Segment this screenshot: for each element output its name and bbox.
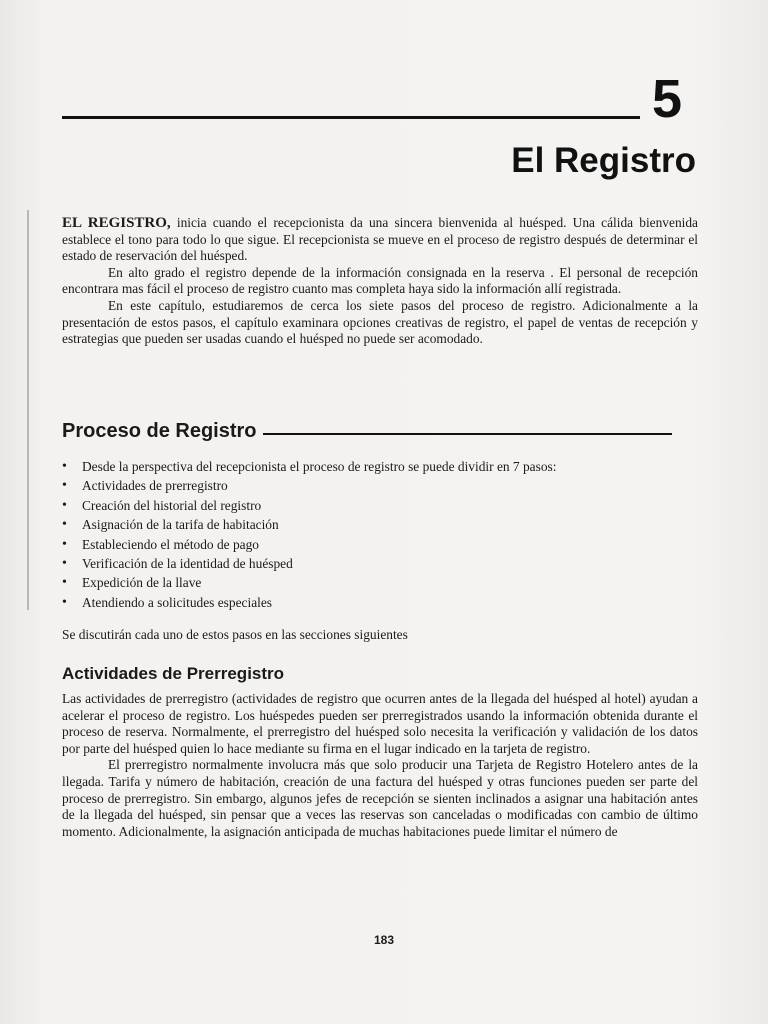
subsection-paragraph-2: El prerregistro normalmente involucra más que solo producir una Tarjeta de Registro Hotelero antes de la llegada. Tarifa y número de habitación, creación de una factura del huésped y otras funciones pueden ser parte del proceso de prerregistro. Sin embargo, algunos jefes de recepción se sienten inclinados a asignar una habitación antes de la llegada del huésped, sin pensar que a veces las reservas son canceladas o modificadas con cambio de último momento. Adicionalmente, la asignación anticipada de muchas habitaciones puede limitar el número de [62,757,698,839]
intro-text [62,215,698,348]
section-heading [62,420,672,443]
list-item: • Actividades de prerregistro [62,476,698,495]
subsection-heading: Actividades de Prerregistro [62,664,285,683]
list-item: • Expedición de la llave [62,573,698,592]
list-item: • Verificación de la identidad de huésped [62,554,698,573]
chapter-rule [62,116,640,119]
intro-lead: EL REGISTRO, [62,215,171,231]
intro-paragraph-2: En alto grado el registro depende de la información consignada en la reserva . El personal de recepción encontrara mas fácil el proceso de registro cuanto mas completa haya sido la información allí registrada. [62,264,698,297]
list-item: • Atendiendo a solicitudes especiales [62,593,698,612]
section-heading-rule [263,433,672,435]
subsection-text [62,691,698,840]
section-summary [62,627,698,644]
list-item: • Creación del historial del registro [62,496,698,515]
subsection-paragraph-1: Las actividades de prerregistro (actividades de registro que ocurren antes de la llegada del huésped al hotel) ayudan a acelerar el proceso de registro. Los huéspedes pueden ser prerregistrados usando la información obtenida durante el proceso de reserva. Normalmente, el prerregistro del huésped solo necesita la verificación y validación de los datos por parte del huésped quien lo hace mediante su firma en el lugar indicado en la tarjeta de registro. [62,691,698,756]
intro-paragraph-1 [62,215,698,265]
list-item: • Estableciendo el método de pago [62,535,698,554]
list-item: • Asignación de la tarifa de habitación [62,515,698,534]
chapter-number: 5 [652,69,683,129]
margin-bar [27,210,29,610]
intro-paragraph-3: En este capítulo, estudiaremos de cerca los siete pasos del proceso de registro. Adicionalmente a la presentación de estos pasos, el capítulo examinara opciones creativas de registro, el papel de ventas de recepción y estrategias que pueden ser usadas cuando el huésped no puede ser acomodado. [62,297,698,347]
intro-paragraph-1-text: inicia cuando el recepcionista da una sincera bienvenida al huésped. Una cálida bienvenida establece el tono para todo lo que sigue. El recepcionista se mueve en el proceso de registro después de determinar el estado de reservación del huésped. [62,215,698,264]
summary-text: Se discutirán cada uno de estos pasos en las secciones siguientes [62,627,408,642]
chapter-title: El Registro [511,141,696,180]
section-heading-label: Proceso de Registro [62,420,257,442]
list-item: • Desde la perspectiva del recepcionista el proceso de registro se puede dividir en 7 pasos: [62,457,698,476]
steps-list [62,457,698,612]
page-number: 183 [373,933,395,947]
